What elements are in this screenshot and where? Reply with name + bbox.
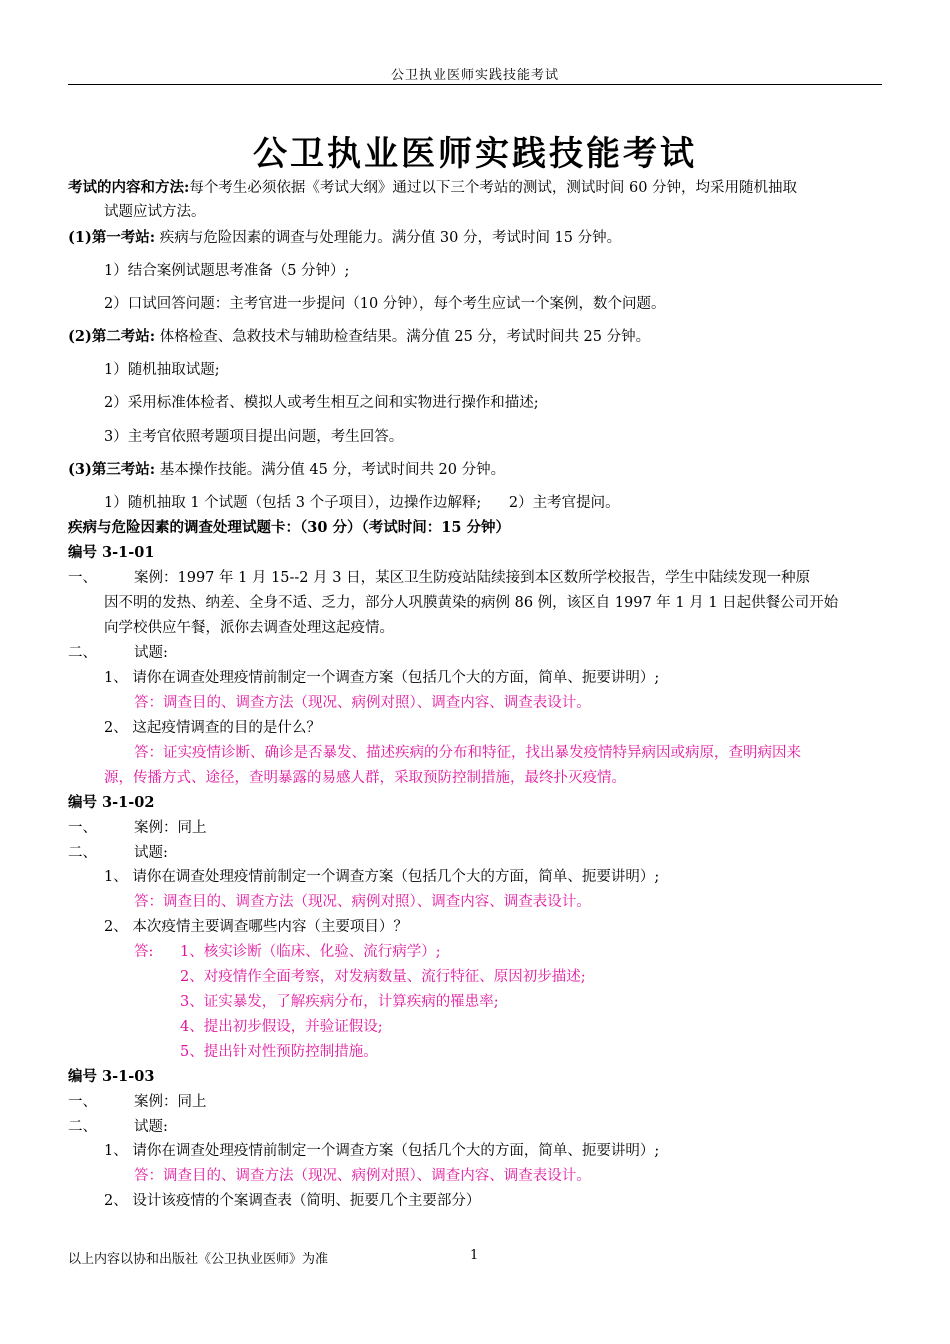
station-2-item: 2）采用标准体检者、模拟人或考生相互之间和实物进行操作和描述; bbox=[104, 395, 539, 411]
question-item: 2、 这起疫情调查的目的是什么？ bbox=[104, 720, 321, 736]
answer-label: 答: bbox=[134, 944, 154, 960]
station-3-text: 基本操作技能。满分值 45 分，考试时间共 20 分钟。 bbox=[159, 462, 506, 478]
question-code: 编号 3-1-02 bbox=[68, 794, 155, 811]
question-mark: 二、 bbox=[68, 645, 97, 661]
case-text: 案例：同上 bbox=[134, 1094, 207, 1110]
station-2-item: 3）主考官依照考题项目提出问题，考生回答。 bbox=[104, 429, 404, 445]
answer-point: 3、证实暴发，了解疾病分布，计算疾病的罹患率; bbox=[180, 994, 499, 1010]
running-header: 公卫执业医师实践技能考试 bbox=[390, 68, 559, 83]
answer-text: 答：调查目的、调查方法（现况、病例对照）、调查内容、调查表设计。 bbox=[134, 1168, 591, 1184]
station-1 bbox=[68, 228, 621, 248]
question-code: 编号 3-1-03 bbox=[68, 1068, 155, 1085]
question-item: 1、 请你在调查处理疫情前制定一个调查方案（包括几个大的方面，简单、扼要讲明）; bbox=[104, 869, 660, 885]
footer-note: 以上内容以协和出版社《公卫执业医师》为准 bbox=[68, 1252, 329, 1267]
question-item: 2、 本次疫情主要调查哪些内容（主要项目）？ bbox=[104, 919, 408, 935]
intro-text: 每个考生必须依据《考试大纲》通过以下三个考站的测试，测试时间 60 分钟，均采用随机抽取 bbox=[189, 180, 798, 196]
station-2 bbox=[68, 327, 650, 347]
station-2-item: 1）随机抽取试题; bbox=[104, 362, 220, 378]
answer-point: 1、核实诊断（临床、化验、流行病学）; bbox=[180, 944, 441, 960]
station-3-num: (3) bbox=[68, 461, 92, 478]
station-1-item: 2）口试回答问题：主考官进一步提问（10 分钟），每个考生应试一个案例，数个问题。 bbox=[104, 296, 666, 312]
station-1-label: 第一考站: bbox=[91, 229, 156, 246]
page-title: 公卫执业医师实践技能考试 bbox=[253, 134, 697, 174]
answer-text: 答：调查目的、调查方法（现况、病例对照）、调查内容、调查表设计。 bbox=[134, 894, 591, 910]
question-label: 试题: bbox=[134, 645, 168, 661]
station-3-item: 1）随机抽取 1 个试题（包括 3 个子项目），边操作边解释; 2）主考官提问。 bbox=[104, 495, 620, 511]
station-2-num: (2) bbox=[68, 328, 92, 345]
page-number: 1 bbox=[470, 1248, 479, 1263]
question-mark: 二、 bbox=[68, 1119, 97, 1135]
question-code: 编号 3-1-01 bbox=[68, 544, 155, 561]
case-mark: 一、 bbox=[68, 820, 97, 836]
question-item: 1、 请你在调查处理疫情前制定一个调查方案（包括几个大的方面，简单、扼要讲明）; bbox=[104, 1143, 660, 1159]
answer-text: 答：证实疫情诊断、确诊是否暴发、描述疾病的分布和特征，找出暴发疫情特异病因或病原，查明病因来 bbox=[134, 745, 801, 761]
answer-point: 5、提出针对性预防控制措施。 bbox=[180, 1044, 378, 1060]
question-item: 2、 设计该疫情的个案调查表（简明、扼要几个主要部分） bbox=[104, 1193, 481, 1209]
answer-point: 2、对疫情作全面考察，对发病数量、流行特征、原因初步描述; bbox=[180, 969, 586, 985]
header-rule bbox=[68, 84, 882, 85]
answer-text: 答：调查目的、调查方法（现况、病例对照）、调查内容、调查表设计。 bbox=[134, 695, 591, 711]
question-label: 试题: bbox=[134, 845, 168, 861]
case-mark: 一、 bbox=[68, 1094, 97, 1110]
station-1-num: (1) bbox=[68, 229, 92, 246]
case-text: 案例：1997 年 1 月 15--2 月 3 日，某区卫生防疫站陆续接到本区数所学校报告，学生中陆续发现一种原 bbox=[134, 570, 811, 586]
case-text: 因不明的发热、纳差、全身不适、乏力，部分人巩膜黄染的病例 86 例，该区自 1997 年 1 月 1 日起供餐公司开始 bbox=[104, 595, 839, 611]
station-2-label: 第二考站: bbox=[91, 328, 156, 345]
case-text: 案例：同上 bbox=[134, 820, 207, 836]
case-mark: 一、 bbox=[68, 570, 97, 586]
question-label: 试题: bbox=[134, 1119, 168, 1135]
case-text: 向学校供应午餐，派你去调查处理这起疫情。 bbox=[104, 620, 394, 636]
station-1-text: 疾病与危险因素的调查与处理能力。满分值 30 分，考试时间 15 分钟。 bbox=[159, 230, 622, 246]
answer-text: 源，传播方式、途径，查明暴露的易感人群，采取预防控制措施，最终扑灭疫情。 bbox=[104, 770, 626, 786]
question-mark: 二、 bbox=[68, 845, 97, 861]
station-1-item: 1）结合案例试题思考准备（5 分钟）; bbox=[104, 263, 350, 279]
intro-line-2: 试题应试方法。 bbox=[104, 204, 206, 220]
station-3-label: 第三考站: bbox=[91, 461, 156, 478]
intro-line-1 bbox=[68, 178, 797, 198]
answer-point: 4、提出初步假设，并验证假设; bbox=[180, 1019, 383, 1035]
station-3 bbox=[68, 460, 505, 480]
card-title: 疾病与危险因素的调查处理试题卡：（30 分）（考试时间：15 分钟） bbox=[68, 519, 510, 536]
question-item: 1、 请你在调查处理疫情前制定一个调查方案（包括几个大的方面，简单、扼要讲明）; bbox=[104, 670, 660, 686]
station-2-text: 体格检查、急救技术与辅助检查结果。满分值 25 分，考试时间共 25 分钟。 bbox=[159, 329, 651, 345]
intro-label: 考试的内容和方法: bbox=[68, 179, 190, 196]
